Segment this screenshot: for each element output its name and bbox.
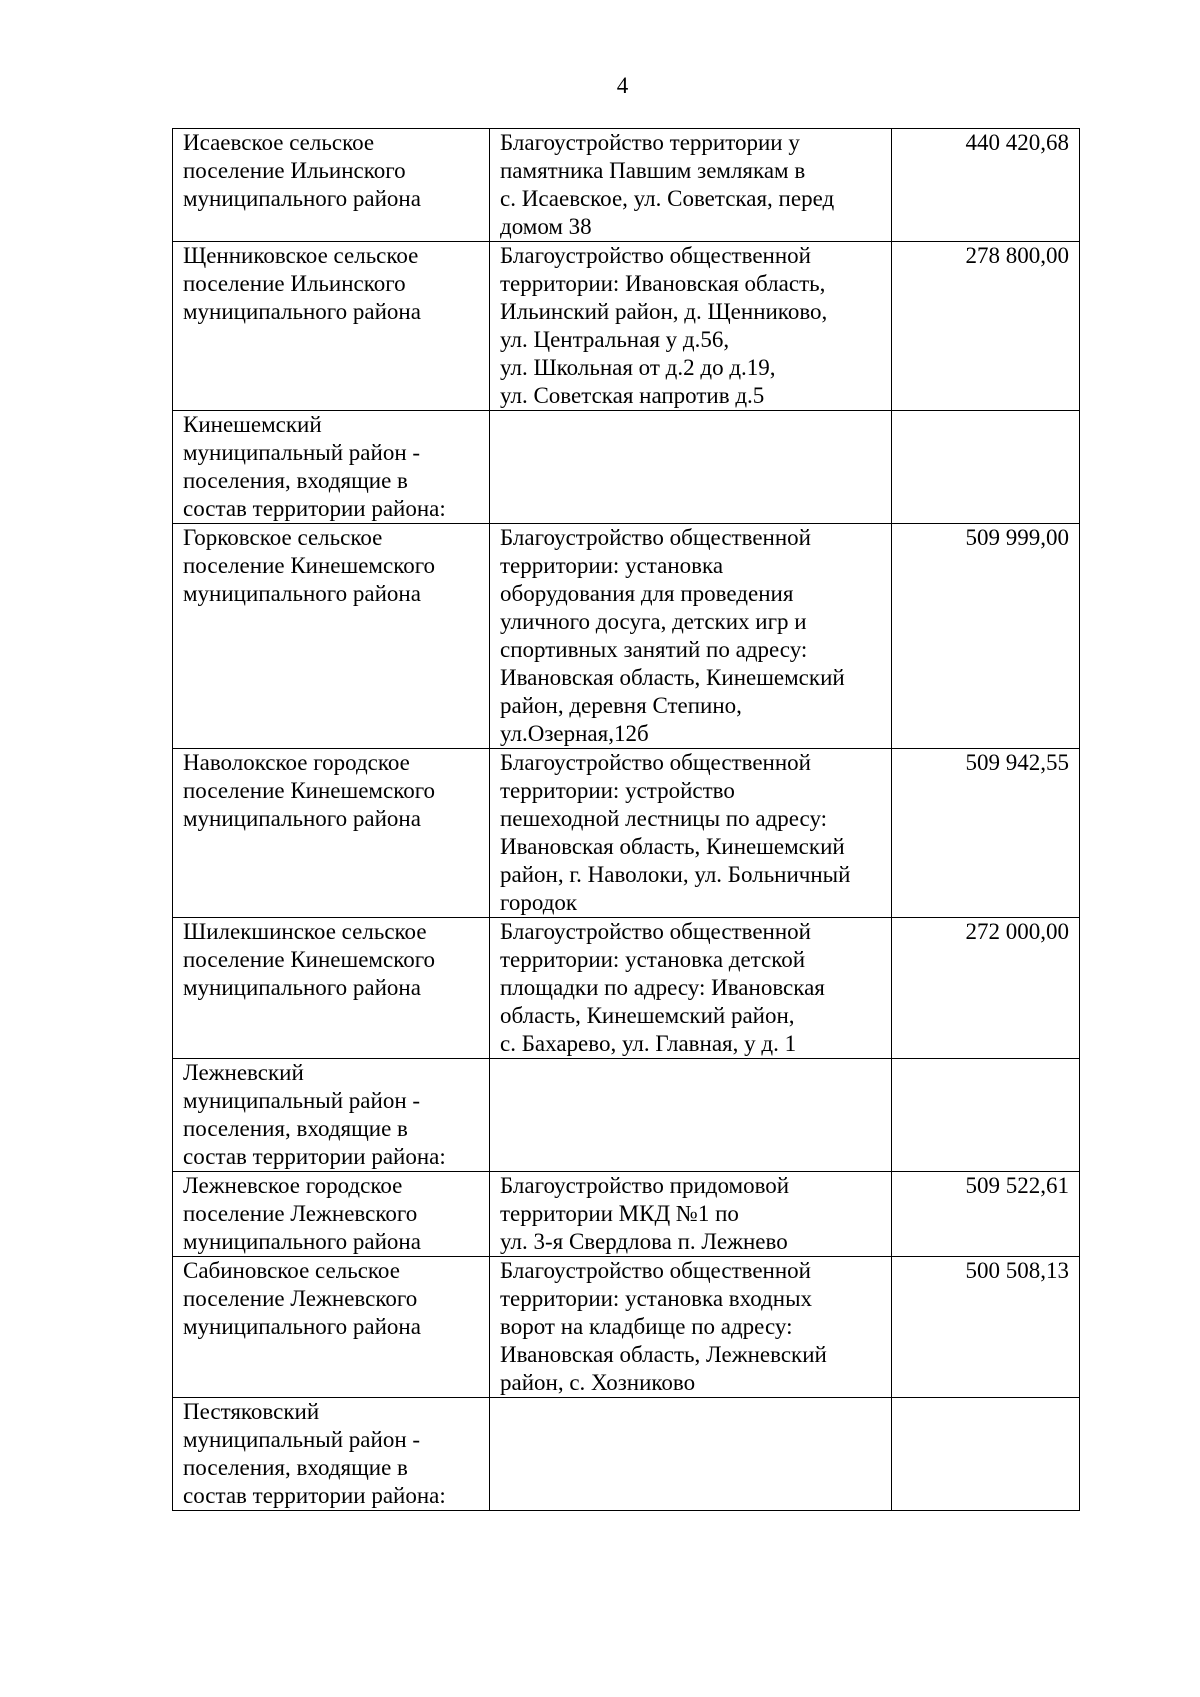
table-row	[173, 411, 1080, 524]
district-header-cell: Пестяковский муниципальный район - поселения, входящие в состав территории района:	[173, 1398, 490, 1511]
municipality-cell: Сабиновское сельское поселение Лежневского муниципального района	[173, 1257, 490, 1398]
amount-cell	[892, 411, 1080, 524]
amount-cell: 272 000,00	[892, 918, 1080, 1059]
municipality-cell: Исаевское сельское поселение Ильинского муниципального района	[173, 129, 490, 242]
table-row	[173, 1172, 1080, 1257]
project-cell	[490, 1398, 892, 1511]
table-row	[173, 749, 1080, 918]
amount-cell: 500 508,13	[892, 1257, 1080, 1398]
amount-cell	[892, 1398, 1080, 1511]
project-cell	[490, 411, 892, 524]
table-row	[173, 1257, 1080, 1398]
funding-table	[172, 128, 1080, 1511]
table-row	[173, 1059, 1080, 1172]
project-cell: Благоустройство общественной территории: устройство пешеходной лестницы по адресу: Ивановская область, Кинешемский район, г. Наволоки, ул. Больничный городок	[490, 749, 892, 918]
municipality-cell: Лежневское городское поселение Лежневского муниципального района	[173, 1172, 490, 1257]
table-row	[173, 129, 1080, 242]
project-cell: Благоустройство общественной территории: установка входных ворот на кладбище по адресу: Ивановская область, Лежневский район, с. Хозниково	[490, 1257, 892, 1398]
project-cell: Благоустройство общественной территории: установка детской площадки по адресу: Ивановская область, Кинешемский район, с. Бахарево, ул. Главная, у д. 1	[490, 918, 892, 1059]
project-cell: Благоустройство территории у памятника Павшим землякам в с. Исаевское, ул. Советская, перед домом 38	[490, 129, 892, 242]
municipality-cell: Наволокское городское поселение Кинешемского муниципального района	[173, 749, 490, 918]
table-row	[173, 1398, 1080, 1511]
municipality-cell: Щенниковское сельское поселение Ильинского муниципального района	[173, 242, 490, 411]
project-cell: Благоустройство общественной территории: Ивановская область, Ильинский район, д. Щенниково, ул. Центральная у д.56, ул. Школьная от д.2 до д.19, ул. Советская напротив д.5	[490, 242, 892, 411]
page-number: 4	[616, 73, 629, 98]
amount-cell: 509 942,55	[892, 749, 1080, 918]
table-row	[173, 918, 1080, 1059]
district-header-cell: Кинешемский муниципальный район - поселения, входящие в состав территории района:	[173, 411, 490, 524]
amount-cell: 440 420,68	[892, 129, 1080, 242]
project-cell: Благоустройство придомовой территории МКД №1 по ул. 3-я Свердлова п. Лежнево	[490, 1172, 892, 1257]
municipality-cell: Шилекшинское сельское поселение Кинешемского муниципального района	[173, 918, 490, 1059]
amount-cell: 278 800,00	[892, 242, 1080, 411]
amount-cell: 509 522,61	[892, 1172, 1080, 1257]
municipality-cell: Горковское сельское поселение Кинешемского муниципального района	[173, 524, 490, 749]
amount-cell: 509 999,00	[892, 524, 1080, 749]
project-cell	[490, 1059, 892, 1172]
project-cell: Благоустройство общественной территории: установка оборудования для проведения уличного досуга, детских игр и спортивных занятий по адресу: Ивановская область, Кинешемский район, деревня Степино, ул.Озерная,12б	[490, 524, 892, 749]
district-header-cell: Лежневский муниципальный район - поселения, входящие в состав территории района:	[173, 1059, 490, 1172]
table-row	[173, 242, 1080, 411]
table-row	[173, 524, 1080, 749]
amount-cell	[892, 1059, 1080, 1172]
